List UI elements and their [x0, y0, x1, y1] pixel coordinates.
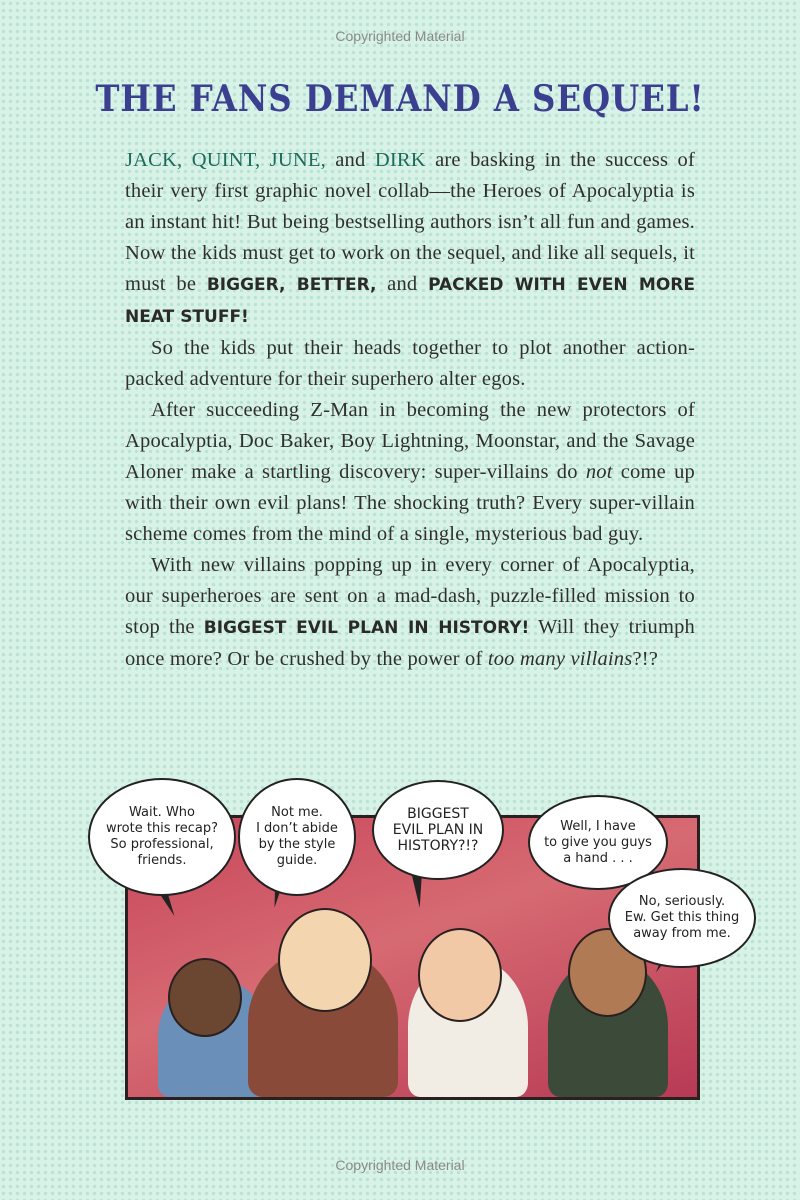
speech-bubble-dirk: BIGGEST EVIL PLAN IN HISTORY?!? [372, 780, 504, 880]
text-run: and [325, 149, 375, 171]
text-run: come up with their own evil plans! The shocking truth? Every super-villain scheme comes from the mind of a single, mysterious bad guy. [125, 461, 695, 545]
text-run: too many villains [487, 648, 633, 670]
text-run: ?!? [632, 648, 659, 670]
text-run: After succeeding Z-Man in becoming the new protectors of Apocalyptia, Doc Baker, Boy Lightning, Moonstar, and the Savage Aloner make a startling discovery: super-villains do [125, 399, 695, 483]
text-run: So the kids put their heads together to plot another action-packed adventure for their superhero alter egos. [125, 337, 695, 390]
page-title: THE FANS DEMAND A SEQUEL! [95, 78, 705, 120]
character-name: DIRK [374, 149, 426, 171]
text-run: are basking in the success of their very first graphic novel collab—the Heroes of Apocalyptia is an instant hit! But being bestselling authors isn’t all fun and games. Now the kids must get to work on the sequel, and like all sequels, it must be [125, 149, 695, 295]
paragraph [125, 333, 695, 395]
paragraph [125, 145, 695, 333]
copyright-notice-top: Copyrighted Material [335, 28, 465, 44]
speech-bubble-jack: Wait. Who wrote this recap? So professional, friends. [88, 778, 236, 896]
speech-bubble-quint: Not me. I don’t abide by the style guide. [238, 778, 356, 896]
copyright-notice-bottom: Copyrighted Material [335, 1157, 465, 1173]
speech-bubble-june-2: No, seriously. Ew. Get this thing away from me. [608, 868, 756, 968]
paragraph [125, 550, 695, 675]
paragraph [125, 395, 695, 550]
synopsis [125, 145, 695, 675]
text-run: With new villains popping up in every corner of Apocalyptia, our superheroes are sent on a mad-dash, puzzle-filled mission to stop the [125, 554, 695, 638]
emphasis-text: BIGGEST EVIL PLAN IN HISTORY! [203, 618, 530, 638]
character-jack-head [168, 958, 242, 1037]
text-run: not [585, 461, 613, 483]
text-run: and [376, 273, 429, 295]
text-run: Will they triumph once more? Or be crushed by the power of [125, 616, 695, 670]
emphasis-text: BIGGER, BETTER, [206, 275, 377, 295]
speech-bubble-june-1: Well, I have to give you guys a hand . . . [528, 795, 668, 890]
character-dirk-head [418, 928, 502, 1022]
character-quint-head [278, 908, 372, 1012]
character-name: JACK, QUINT, JUNE, [125, 149, 326, 171]
emphasis-text: PACKED WITH EVEN MORE NEAT STUFF! [125, 275, 695, 327]
